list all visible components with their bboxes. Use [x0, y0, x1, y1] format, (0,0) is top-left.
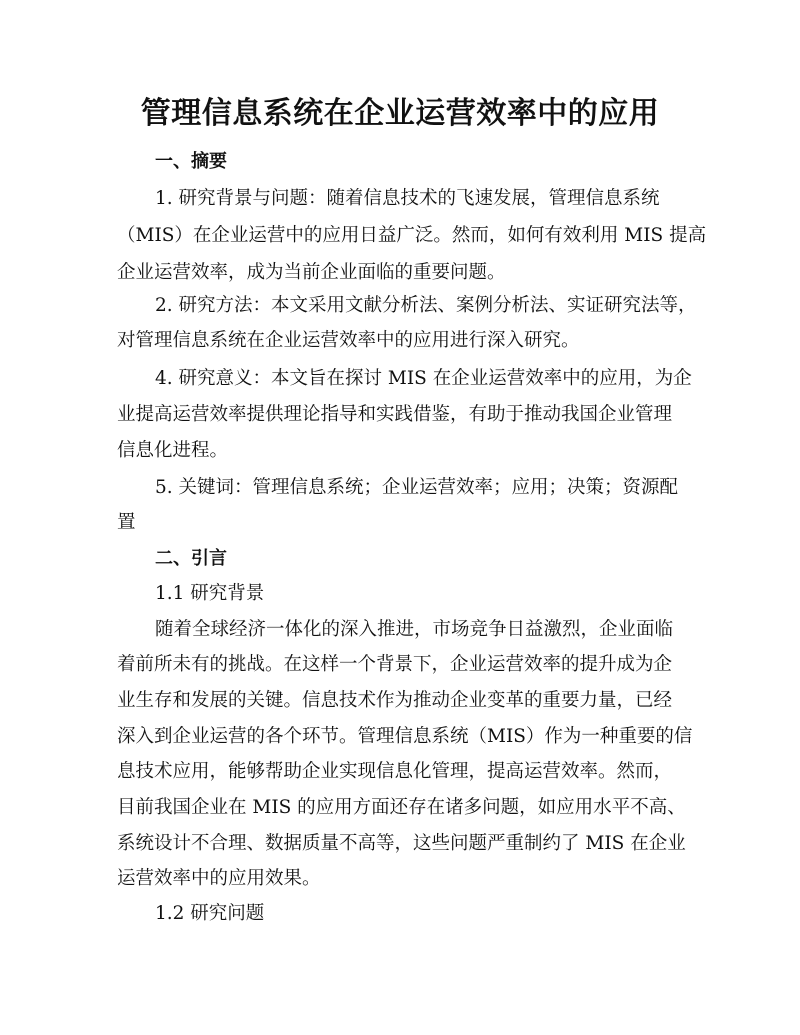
paragraph-line: 深入到企业运营的各个环节。管理信息系统（MIS）作为一种重要的信: [117, 726, 693, 747]
paragraph-line: 系统设计不合理、数据质量不高等，这些问题严重制约了 MIS 在企业: [117, 833, 686, 854]
paragraph-line: 着前所未有的挑战。在这样一个背景下，企业运营效率的提升成为企: [117, 654, 673, 675]
paragraph-line: 运营效率中的应用效果。: [117, 868, 321, 889]
paragraph-line: （MIS）在企业运营中的应用日益广泛。然而，如何有效利用 MIS 提高: [117, 225, 707, 246]
document-title: 管理信息系统在企业运营效率中的应用: [140, 96, 660, 131]
paragraph-line: 随着全球经济一体化的深入推进，市场竞争日益激烈，企业面临: [155, 619, 674, 640]
paragraph-line: 对管理信息系统在企业运营效率中的应用进行深入研究。: [117, 330, 580, 351]
paragraph-line: 业生存和发展的关键。信息技术作为推动企业变革的重要力量，已经: [117, 690, 673, 711]
subsection-heading: 1.2 研究问题: [155, 903, 265, 924]
paragraph-line: 2. 研究方法：本文采用文献分析法、案例分析法、实证研究法等，: [155, 295, 697, 316]
paragraph-line: 业提高运营效率提供理论指导和实践借鉴，有助于推动我国企业管理: [117, 404, 673, 425]
paragraph-line: 1. 研究背景与问题：随着信息技术的飞速发展，管理信息系统: [155, 188, 660, 209]
paragraph-line: 置: [117, 512, 136, 533]
paragraph-line: 企业运营效率，成为当前企业面临的重要问题。: [117, 262, 506, 283]
section-heading-abstract: 一、摘要: [155, 151, 227, 172]
paragraph-line: 5. 关键词：管理信息系统；企业运营效率；应用；决策；资源配: [155, 477, 679, 498]
paragraph-line: 信息化进程。: [117, 440, 229, 461]
subsection-heading: 1.1 研究背景: [155, 583, 265, 604]
paragraph-line: 目前我国企业在 MIS 的应用方面还存在诸多问题，如应用水平不高、: [117, 797, 686, 818]
paragraph-line: 4. 研究意义：本文旨在探讨 MIS 在企业运营效率中的应用，为企: [155, 368, 692, 389]
paragraph-line: 息技术应用，能够帮助企业实现信息化管理，提高运营效率。然而，: [117, 761, 673, 782]
section-heading-introduction: 二、引言: [155, 548, 227, 569]
